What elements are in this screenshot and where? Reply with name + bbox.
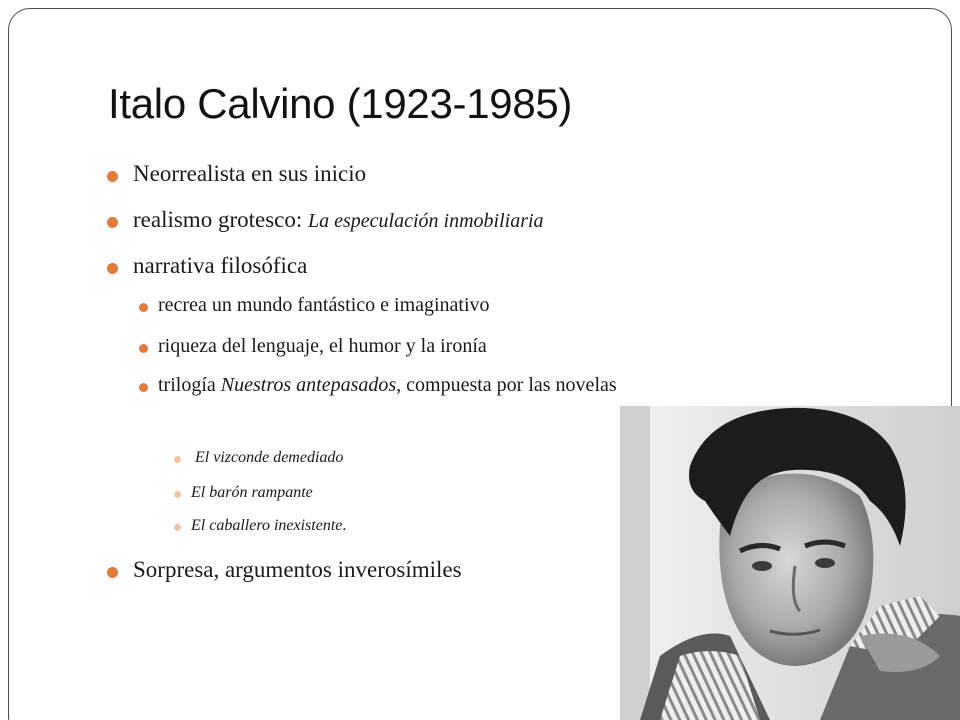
sub-sub-bullet-item <box>191 449 343 467</box>
slide-title: Italo Calvino (1923-1985) <box>108 80 573 127</box>
bullet-text: narrativa filosófica <box>133 253 308 278</box>
portrait-photo <box>620 406 960 720</box>
bullet-text-after: , compuesta por las novelas <box>396 374 617 396</box>
bullet-dot-icon <box>107 567 118 578</box>
portrait-illustration <box>620 406 960 720</box>
bullet-text: realismo grotesco: <box>133 207 309 232</box>
sub-sub-bullet-item <box>191 517 346 535</box>
bullet-dot-icon <box>107 263 118 274</box>
bullet-text: recrea un mundo fantástico e imaginativo <box>158 294 490 316</box>
bullet-item <box>133 253 307 279</box>
sub-bullet-item <box>158 294 490 317</box>
bullet-dot-icon <box>174 524 181 531</box>
bullet-dot-icon <box>174 491 181 498</box>
bullet-text: El caballero inexistente <box>191 517 343 534</box>
bullet-text: El vizconde demediado <box>191 449 344 466</box>
bullet-italic-text: Nuestros antepasados <box>220 374 397 396</box>
bullet-text: Neorrealista en sus inicio <box>133 161 367 186</box>
bullet-dot-icon <box>107 171 118 182</box>
bullet-item <box>133 557 462 583</box>
bullet-text: trilogía <box>158 374 221 396</box>
sub-bullet-item <box>158 335 487 358</box>
sub-sub-bullet-item <box>191 484 313 502</box>
bullet-dot-icon <box>107 217 118 228</box>
bullet-text: Sorpresa, argumentos inverosímiles <box>133 557 462 582</box>
bullet-dot-icon <box>139 303 148 312</box>
bullet-text-after: . <box>342 517 347 534</box>
bullet-text: El barón rampante <box>191 484 313 501</box>
bullet-italic-text: La especulación inmobiliaria <box>308 210 544 232</box>
bullet-item <box>133 161 366 187</box>
sub-bullet-item <box>158 374 628 397</box>
bullet-item <box>133 207 544 233</box>
bullet-dot-icon <box>139 344 148 353</box>
bullet-dot-icon <box>174 456 181 463</box>
bullet-dot-icon <box>139 383 148 392</box>
bullet-text: riqueza del lenguaje, el humor y la ironía <box>158 335 487 357</box>
